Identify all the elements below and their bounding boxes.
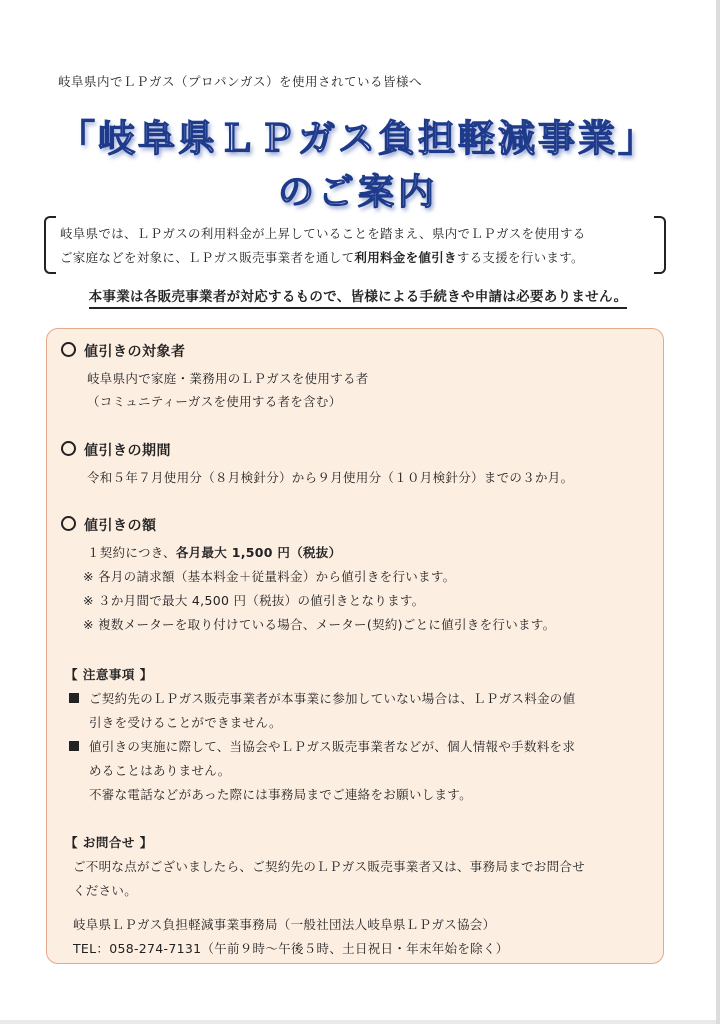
circle-bullet-icon	[61, 342, 76, 357]
cautions-heading: 【 注意事項 】	[65, 667, 153, 682]
intro-line-2	[60, 246, 656, 270]
contact-tel: TEL：058-274-7131（午前９時～午後５時、土日祝日・年末年始を除く）	[73, 941, 509, 956]
contact-heading: 【 お問合せ 】	[65, 835, 153, 850]
section-period-heading	[61, 440, 171, 460]
no-application-notice	[0, 285, 716, 305]
caution-item-2-text: 値引きの実施に際して、当協会やＬＰガス販売事業者などが、個人情報や手数料を求	[89, 739, 576, 754]
section-period-heading-text: 値引きの期間	[84, 443, 171, 459]
contact-line-1: ご不明な点がございましたら、ご契約先のＬＰガス販売事業者又は、事務局までお問合せ	[73, 859, 586, 874]
caution-item-1-line-2: 引きを受けることができません。	[89, 715, 282, 730]
circle-bullet-icon	[61, 441, 76, 456]
caution-item-2-line-1	[69, 737, 575, 755]
intro-line-2-pre: ご家庭などを対象に、ＬＰガス販売事業者を通して	[60, 250, 355, 265]
section-target-heading	[61, 341, 186, 361]
intro-line-2-bold: 利用料金を値引き	[354, 250, 457, 265]
info-box	[46, 328, 664, 964]
amount-main-bold: 各月最大 1,500 円（税抜）	[175, 545, 342, 560]
contact-line-2: ください。	[73, 883, 138, 898]
audience-line: 岐阜県内でＬＰガス（プロパンガス）を使用されている皆様へ	[58, 74, 423, 89]
period-line-1: 令和５年７月使用分（８月検針分）から９月使用分（１０月検針分）までの３か月。	[87, 470, 574, 485]
section-amount-heading-text: 値引きの額	[84, 518, 157, 534]
caution-item-2-line-2: めることはありません。	[89, 763, 231, 778]
circle-bullet-icon	[61, 516, 76, 531]
target-line-2: （コミュニティーガスを使用する者を含む）	[87, 394, 342, 409]
square-bullet-icon	[69, 741, 79, 751]
amount-main-line	[87, 543, 341, 561]
amount-note-1: ※ 各月の請求額（基本料金＋従量料金）から値引きを行います。	[83, 569, 456, 584]
title-line-2: のご案内	[277, 172, 438, 213]
contact-office: 岐阜県ＬＰガス負担軽減事業事務局（一般社団法人岐阜県ＬＰガス協会）	[73, 917, 496, 932]
caution-item-2-line-3: 不審な電話などがあった際には事務局までご連絡をお願いします。	[89, 787, 472, 802]
title-line-1: 「岐阜県ＬＰガス負担軽減事業」	[58, 117, 658, 160]
intro-text	[60, 222, 656, 270]
intro-bracket-left	[44, 216, 56, 274]
section-target-heading-text: 値引きの対象者	[84, 344, 186, 360]
intro-line-1: 岐阜県では、ＬＰガスの利用料金が上昇していることを踏まえ、県内でＬＰガスを使用する	[60, 226, 586, 241]
caution-item-1-text: ご契約先のＬＰガス販売事業者が本事業に参加していない場合は、ＬＰガス料金の値	[89, 691, 576, 706]
caution-item-1-line-1	[69, 689, 575, 707]
amount-note-3: ※ 複数メーターを取り付けている場合、メーター(契約)ごとに値引きを行います。	[83, 617, 556, 632]
section-amount-heading	[61, 515, 157, 535]
page-edge	[716, 0, 720, 1024]
amount-main-pre: １契約につき、	[87, 545, 176, 560]
intro-line-2-post: する支援を行います。	[456, 250, 584, 265]
target-line-1: 岐阜県内で家庭・業務用のＬＰガスを使用する者	[87, 371, 369, 386]
intro-block	[44, 216, 666, 272]
notice-text: 本事業は各販売事業者が対応するもので、皆様による手続きや申請は必要ありません。	[89, 289, 628, 309]
square-bullet-icon	[69, 693, 79, 703]
amount-note-2: ※ ３か月間で最大 4,500 円（税抜）の値引きとなります。	[83, 593, 425, 608]
